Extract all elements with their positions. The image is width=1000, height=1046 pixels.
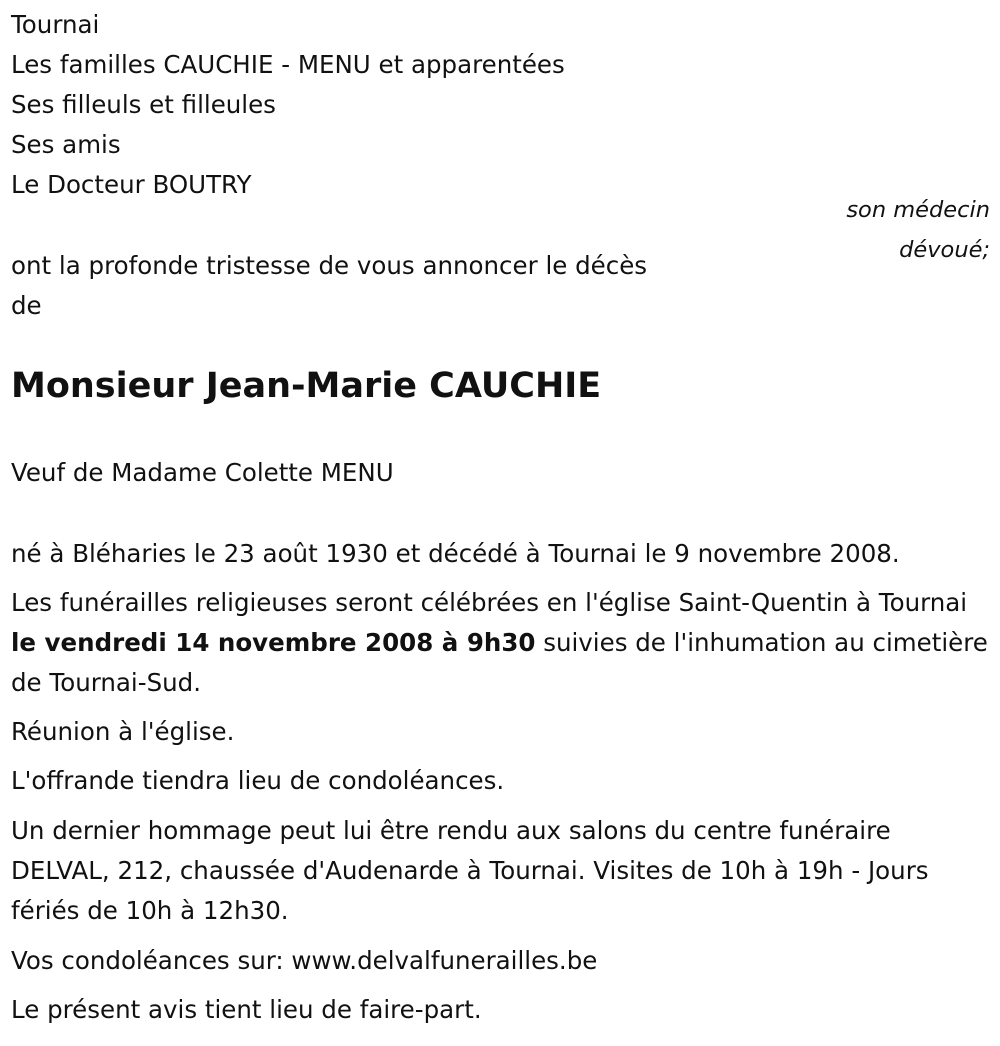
- announcement-line1: ont la profonde tristesse de vous annoncer le décès: [11, 251, 648, 280]
- friends-line: Ses amis: [11, 130, 121, 159]
- doctor-note-line2: dévoué;: [899, 237, 990, 263]
- announcement-line2: de: [11, 291, 42, 320]
- funeral-paragraph: [11, 583, 991, 703]
- doctor-note-line1: son médecin: [846, 197, 990, 223]
- doctor-line: Le Docteur BOUTRY: [11, 170, 252, 199]
- funeral-date: le vendredi 14 novembre 2008 à 9h30: [11, 628, 536, 657]
- widower-line: Veuf de Madame Colette MENU: [11, 458, 394, 487]
- godchildren-line: Ses filleuls et filleules: [11, 90, 276, 119]
- funeral-text-before: Les funérailles religieuses seront célébrées en l'église Saint-Quentin à Tournai: [11, 588, 968, 617]
- families-line: Les familles CAUCHIE - MENU et apparentées: [11, 50, 565, 79]
- birth-death-line: né à Bléharies le 23 août 1930 et décédé à Tournai le 9 novembre 2008.: [11, 539, 900, 568]
- funeral-text-after: suivies de l'inhumation au cimetière de Tournai-Sud.: [11, 628, 988, 697]
- condolences-line: Vos condoléances sur: www.delvalfunerailles.be: [11, 946, 598, 975]
- deceased-name: Monsieur Jean-Marie CAUCHIE: [11, 366, 602, 406]
- city-line: Tournai: [11, 10, 100, 39]
- notice-line: Le présent avis tient lieu de faire-part.: [11, 995, 482, 1024]
- tribute-paragraph: Un dernier hommage peut lui être rendu aux salons du centre funéraire DELVAL, 212, chaussée d'Audenarde à Tournai. Visites de 10h à 19h - Jours fériés de 10h à 12h30.: [11, 816, 929, 925]
- offering-line: L'offrande tiendra lieu de condoléances.: [11, 766, 505, 795]
- meeting-line: Réunion à l'église.: [11, 717, 235, 746]
